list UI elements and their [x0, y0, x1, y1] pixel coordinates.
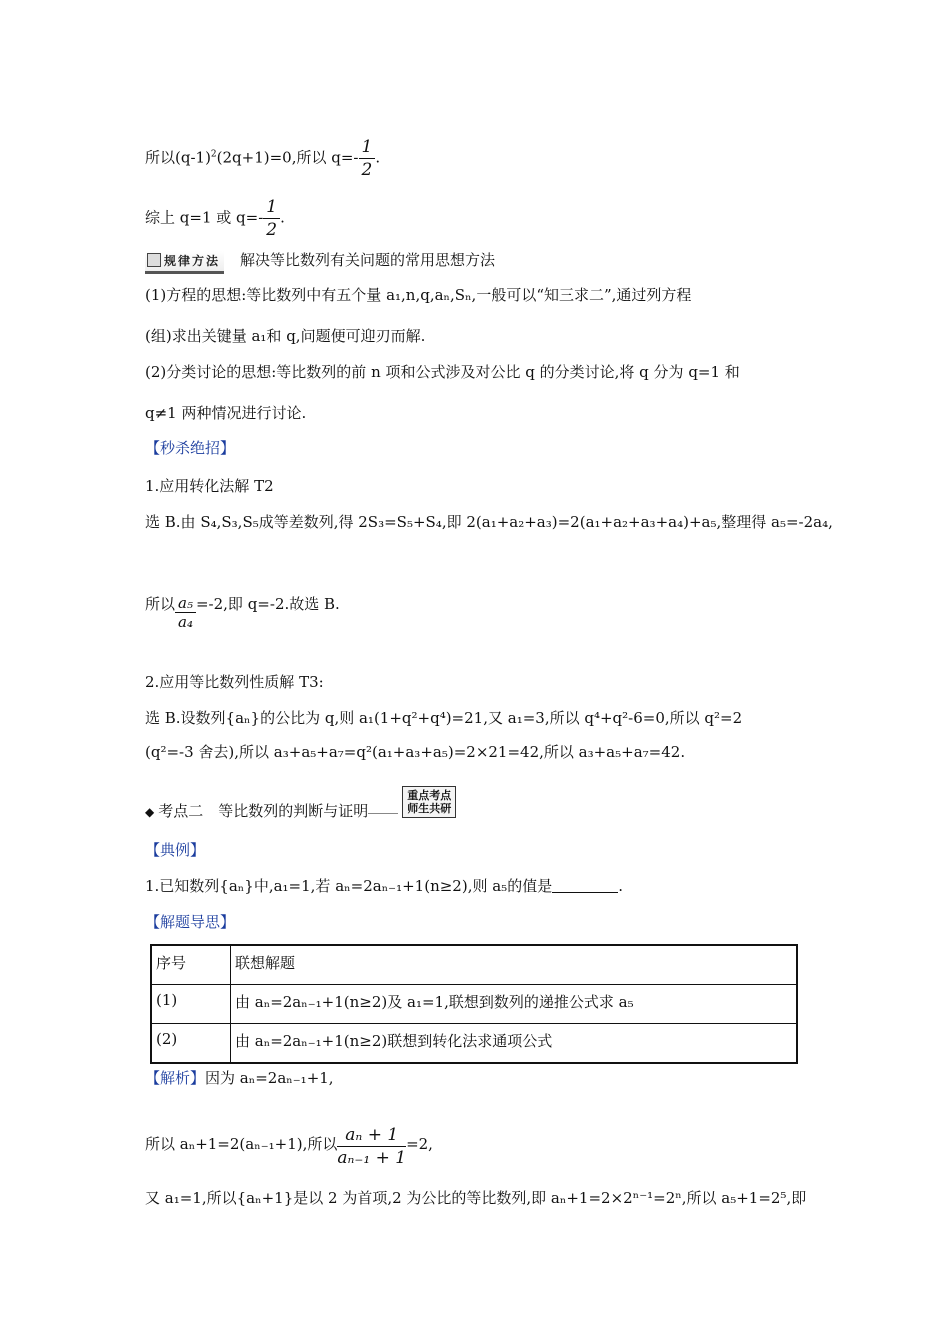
table-header-cell: 序号: [151, 945, 231, 985]
method-1-line-a: (1)方程的思想:等比数列中有五个量 a₁,n,q,aₙ,Sₙ,一般可以“知三求二”,通过列方程: [145, 286, 692, 304]
method-2-line-b: q≠1 两种情况进行讨论.: [145, 404, 307, 422]
method-badge: 规律方法: [145, 251, 224, 274]
heading-underline: [368, 813, 398, 814]
table-cell: (2): [151, 1024, 231, 1064]
table-row: [151, 1024, 797, 1064]
table-header-row: [151, 945, 797, 985]
table-cell: 由 aₙ=2aₙ₋₁+1(n≥2)联想到转化法求通项公式: [231, 1024, 798, 1064]
fraction-a5-a4: $\frac{\text{a₅}}{\text{a₄}}$: [175, 594, 196, 631]
t2-title: 1.应用转化法解 T2: [145, 477, 274, 495]
diamond-icon: ◆: [145, 805, 155, 819]
section-miaosha: 【秒杀绝招】: [145, 439, 236, 457]
guide-table: [150, 944, 798, 1064]
t2-answer: 所以 $\frac{\text{a₅}}{\text{a₄}}$ =-2,即 q=-2.故选 B.: [145, 594, 340, 631]
section-dianli: 【典例】: [145, 841, 206, 859]
jiexi-line: 【解析】因为 aₙ=2aₙ₋₁+1,: [145, 1069, 334, 1087]
table-cell: 由 aₙ=2aₙ₋₁+1(n≥2)及 a₁=1,联想到数列的递推公式求 a₅: [231, 985, 798, 1024]
table-cell: (1): [151, 985, 231, 1024]
answer-blank: [552, 892, 618, 893]
solution-line-2: 综上 q=1 或 q=- $\frac{1}{2}$ .: [145, 197, 285, 240]
fraction-half: $\frac{1}{2}$: [359, 136, 376, 181]
section-daosi: 【解题导思】: [145, 913, 236, 931]
fraction-half: $\frac{1}{2}$: [263, 196, 280, 241]
t3-line-1: 选 B.设数列{aₙ}的公比为 q,则 a₁(1+q²+q⁴)=21,又 a₁=3,所以 q⁴+q²-6=0,所以 q²=2: [145, 709, 743, 727]
question-1: 1.已知数列{aₙ}中,a₁=1,若 aₙ=2aₙ₋₁+1(n≥2),则 a₅的值是 .: [145, 877, 623, 895]
solution-line-1: 所以$(q-1)^2(2q+1)=0$,所以 q=- $\frac{1}{2}$ .: [145, 137, 381, 180]
method-heading: 规律方法 解决等比数列有关问题的常用思想方法: [145, 250, 495, 274]
document-icon: [147, 253, 161, 267]
method-2-line-a: (2)分类讨论的思想:等比数列的前 n 项和公式涉及对公比 q 的分类讨论,将 q 分为 q=1 和: [145, 363, 740, 381]
t3-line-2: (q²=-3 舍去),所以 a₃+a₅+a₇=q²(a₁+a₃+a₅)=2×21=42,所以 a₃+a₅+a₇=42.: [145, 743, 686, 761]
kaodian-heading: ◆ 考点二 等比数列的判断与证明重点考点 师生共研: [145, 786, 456, 822]
ratio-line: 所以 aₙ+1=2(aₙ₋₁+1),所以 $\frac{\text{aₙ + 1}}{\text{aₙ₋₁ + 1}}$ =2,: [145, 1125, 433, 1168]
t3-title: 2.应用等比数列性质解 T3:: [145, 673, 324, 691]
method-1-line-b: (组)求出关键量 a₁和 q,问题便可迎刃而解.: [145, 327, 426, 345]
table-header-cell: 联想解题: [231, 945, 798, 985]
stamp-badge: 重点考点 师生共研: [402, 786, 456, 818]
t2-line: 选 B.由 S₄,S₃,S₅成等差数列,得 2S₃=S₅+S₄,即 2(a₁+a₂+a₃)=2(a₁+a₂+a₃+a₄)+a₅,整理得 a₅=-2a₄,: [145, 513, 833, 531]
table-row: [151, 985, 797, 1024]
final-line: 又 a₁=1,所以{aₙ+1}是以 2 为首项,2 为公比的等比数列,即 aₙ+1=2×2ⁿ⁻¹=2ⁿ,所以 a₅+1=2⁵,即: [145, 1189, 807, 1207]
fraction-ratio: $\frac{\text{aₙ + 1}}{\text{aₙ₋₁ + 1}}$: [337, 1125, 407, 1168]
